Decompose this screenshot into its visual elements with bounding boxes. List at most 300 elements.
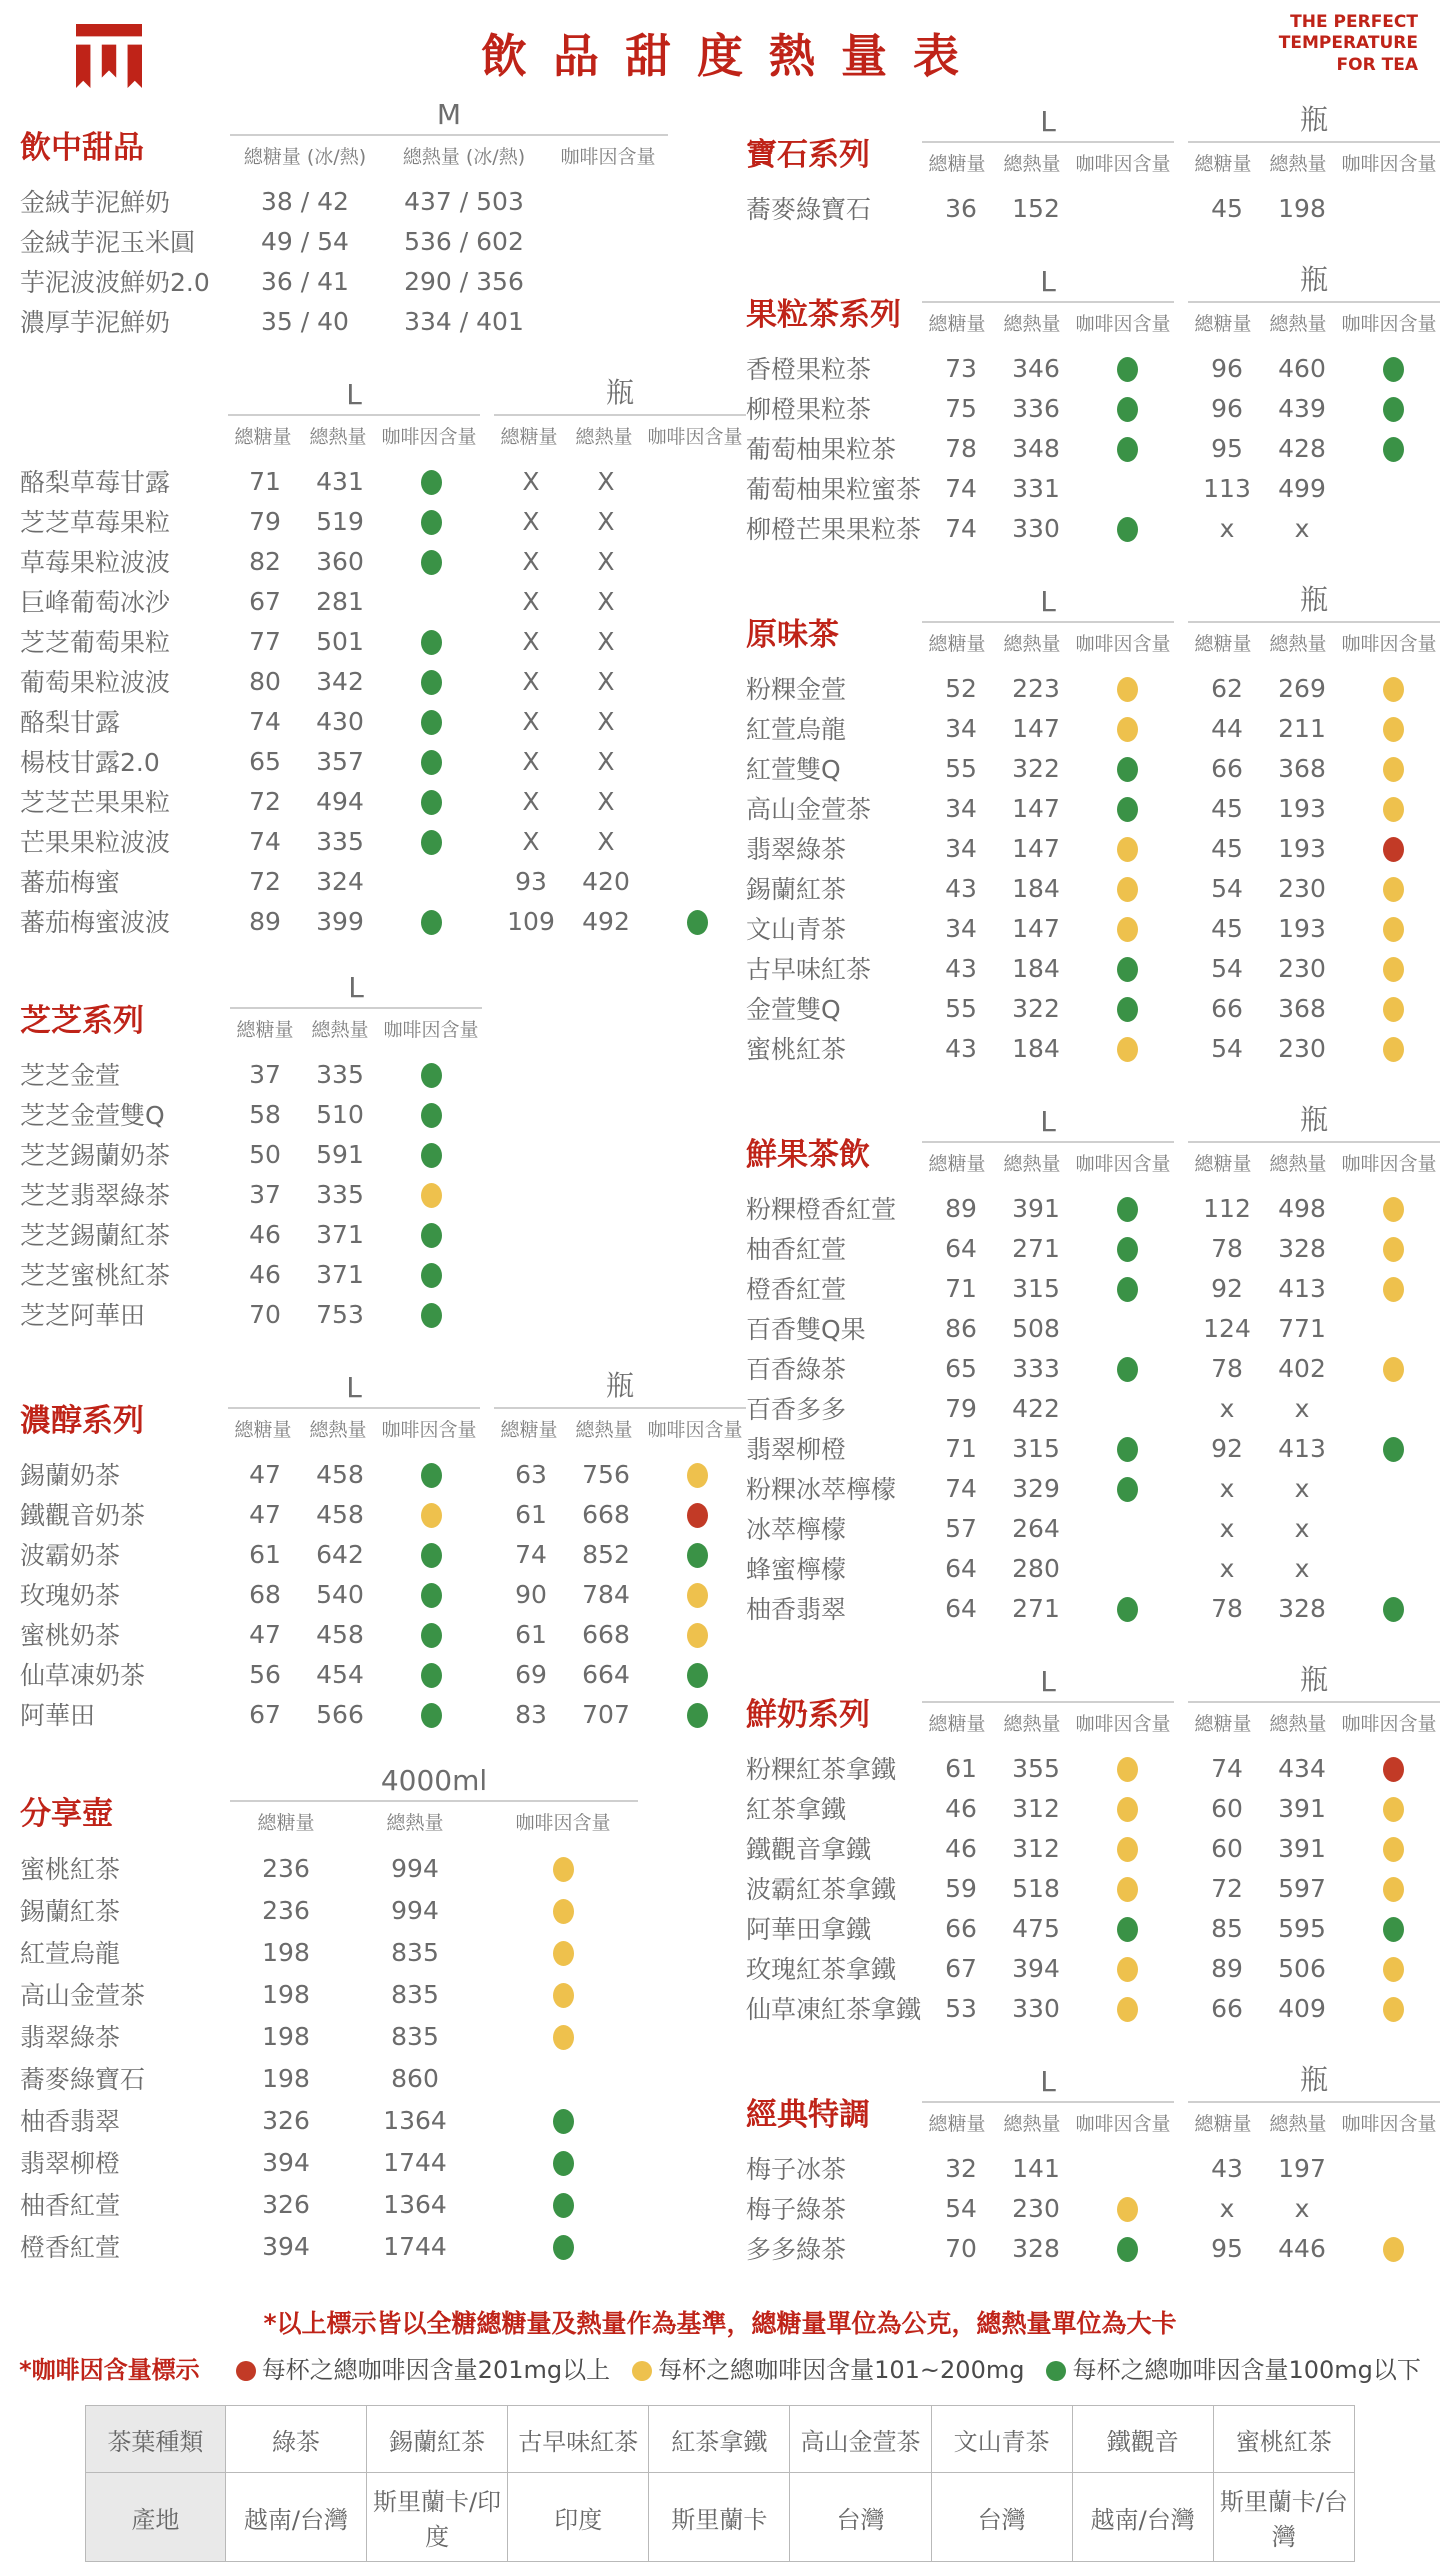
calorie-value: X bbox=[597, 626, 615, 656]
menu-section bbox=[746, 578, 1440, 1068]
value-group bbox=[926, 2234, 1178, 2263]
size-group-header bbox=[1188, 98, 1440, 176]
caffeine-dot-green bbox=[421, 630, 442, 655]
value-group bbox=[230, 2022, 638, 2051]
drink-row bbox=[20, 541, 746, 581]
calorie-value: 422 bbox=[1012, 1393, 1060, 1423]
footnotes bbox=[0, 2304, 1440, 2562]
column-header: 咖啡因含量 bbox=[1341, 1713, 1437, 1735]
menu-section bbox=[746, 1098, 1440, 1628]
caffeine-cell bbox=[1342, 674, 1440, 703]
column-header: 咖啡因含量 bbox=[1075, 1713, 1171, 1735]
caffeine-dot-green bbox=[553, 2109, 574, 2134]
calorie-value: 371 bbox=[316, 1219, 364, 1249]
sugar-value: 60 bbox=[1211, 1793, 1243, 1823]
value-group bbox=[926, 1394, 1178, 1423]
caffeine-legend-label: *咖啡因含量標示 bbox=[19, 2356, 200, 2384]
drink-name: 酪梨甘露 bbox=[20, 708, 121, 737]
caffeine-cell bbox=[1342, 1514, 1440, 1543]
caffeine-dot-yellow bbox=[687, 1623, 708, 1648]
drink-row bbox=[746, 2228, 1440, 2268]
legend-text: 每杯之總咖啡因含量101~200mg bbox=[658, 2356, 1025, 2384]
value-group bbox=[230, 1220, 482, 1249]
sugar-value: x bbox=[1219, 1553, 1235, 1583]
value-group bbox=[1192, 514, 1440, 543]
drink-name: 草莓果粒波波 bbox=[20, 548, 171, 577]
caffeine-cell bbox=[1076, 754, 1178, 783]
sugar-value: 78 bbox=[1211, 1593, 1243, 1623]
caffeine-cell bbox=[1342, 2194, 1440, 2223]
drink-name: 高山金萱茶 bbox=[20, 1981, 146, 2010]
caffeine-cell bbox=[1342, 794, 1440, 823]
caffeine-dot-green bbox=[421, 910, 442, 935]
calorie-value: 193 bbox=[1278, 793, 1326, 823]
calorie-value: 458 bbox=[316, 1499, 364, 1529]
calorie-value: 147 bbox=[1012, 833, 1060, 863]
caffeine-cell bbox=[1076, 434, 1178, 463]
sugar-value: 47 bbox=[249, 1499, 281, 1529]
value-group bbox=[926, 514, 1178, 543]
calorie-value: 1744 bbox=[383, 2147, 447, 2177]
drink-name: 柳橙果粒茶 bbox=[746, 395, 872, 424]
caffeine-cell bbox=[646, 547, 748, 576]
caffeine-dot-green bbox=[687, 1663, 708, 1688]
value-group bbox=[230, 1300, 482, 1329]
drink-name: 古早味紅茶 bbox=[746, 955, 872, 984]
caffeine-cell bbox=[646, 667, 748, 696]
caffeine-cell bbox=[380, 827, 482, 856]
column-header: 咖啡因含量 bbox=[1075, 2113, 1171, 2135]
calorie-value: 315 bbox=[1012, 1433, 1060, 1463]
caffeine-cell bbox=[1342, 1314, 1440, 1343]
caffeine-cell bbox=[380, 1260, 482, 1289]
calorie-value: 342 bbox=[316, 666, 364, 696]
sugar-value: 52 bbox=[945, 673, 977, 703]
column-header: 咖啡因含量 bbox=[381, 1419, 477, 1441]
calorie-value: 333 bbox=[1012, 1353, 1060, 1383]
calorie-value: 460 bbox=[1278, 353, 1326, 383]
caffeine-dot-green bbox=[421, 1143, 442, 1168]
origin-cell: 蜜桃紅茶 bbox=[1213, 2406, 1354, 2473]
section-title: 鮮果茶飲 bbox=[746, 1137, 870, 1173]
calorie-value: 591 bbox=[316, 1139, 364, 1169]
origin-cell: 印度 bbox=[508, 2473, 649, 2562]
drink-name: 金萱雙Q bbox=[746, 995, 841, 1024]
drink-row bbox=[746, 988, 1440, 1028]
size-label: 瓶 bbox=[1188, 2058, 1440, 2103]
caffeine-dot-green bbox=[421, 830, 442, 855]
caffeine-cell bbox=[380, 1660, 482, 1689]
value-group bbox=[1192, 834, 1440, 863]
drink-row bbox=[746, 868, 1440, 908]
value-group bbox=[1192, 1034, 1440, 1063]
menu-section bbox=[746, 258, 1440, 548]
drink-name: 多多綠茶 bbox=[746, 2235, 847, 2264]
column-headers bbox=[230, 1802, 638, 1835]
caffeine-dot-green bbox=[1117, 957, 1138, 982]
calorie-value: x bbox=[1294, 1473, 1310, 1503]
caffeine-cell bbox=[1076, 834, 1178, 863]
column-headers bbox=[494, 1409, 746, 1442]
column-header: 咖啡因含量 bbox=[1341, 313, 1437, 335]
caffeine-dot-yellow bbox=[553, 2025, 574, 2050]
column-headers bbox=[1188, 303, 1440, 336]
caffeine-dot-green bbox=[421, 1103, 442, 1128]
column-header: 總糖量 bbox=[928, 1153, 986, 1175]
caffeine-cell bbox=[1076, 1434, 1178, 1463]
caffeine-cell bbox=[1342, 914, 1440, 943]
drink-row bbox=[746, 188, 1440, 228]
calorie-value: 409 bbox=[1278, 1993, 1326, 2023]
sugar-value: 34 bbox=[945, 913, 977, 943]
origin-cell: 鐵觀音 bbox=[1072, 2406, 1213, 2473]
caffeine-dot-green bbox=[1383, 357, 1404, 382]
caffeine-cell bbox=[1342, 1794, 1440, 1823]
caffeine-cell bbox=[380, 1100, 482, 1129]
calorie-value: 346 bbox=[1012, 353, 1060, 383]
column-headers bbox=[1188, 1143, 1440, 1176]
calorie-value: 184 bbox=[1012, 1033, 1060, 1063]
caffeine-cell bbox=[1076, 1754, 1178, 1783]
caffeine-dot-green bbox=[1117, 1237, 1138, 1262]
caffeine-dot-yellow bbox=[1383, 957, 1404, 982]
caffeine-dot-yellow bbox=[1117, 1037, 1138, 1062]
column-header: 總熱量 bbox=[575, 1419, 633, 1441]
calorie-value: 430 bbox=[316, 706, 364, 736]
calorie-value: X bbox=[597, 466, 615, 496]
caffeine-dot-green bbox=[421, 1583, 442, 1608]
value-group bbox=[496, 1500, 748, 1529]
drink-name: 葡萄柚果粒茶 bbox=[746, 435, 897, 464]
sugar-value: X bbox=[522, 706, 540, 736]
caffeine-dot-yellow bbox=[1383, 1037, 1404, 1062]
caffeine-cell bbox=[1076, 474, 1178, 503]
caffeine-cell bbox=[380, 467, 482, 496]
value-group bbox=[926, 354, 1178, 383]
drink-row bbox=[20, 2141, 746, 2183]
value-group bbox=[926, 1754, 1178, 1783]
calorie-value: 454 bbox=[316, 1659, 364, 1689]
caffeine-cell bbox=[380, 1140, 482, 1169]
drink-row bbox=[20, 181, 746, 221]
calorie-value: 357 bbox=[316, 746, 364, 776]
value-group bbox=[926, 1234, 1178, 1263]
sugar-value: 326 bbox=[262, 2189, 310, 2219]
sugar-value: 64 bbox=[945, 1233, 977, 1263]
caffeine-dot-green bbox=[1117, 2237, 1138, 2262]
calorie-value: 458 bbox=[316, 1619, 364, 1649]
caffeine-cell bbox=[1076, 794, 1178, 823]
caffeine-cell bbox=[1076, 1194, 1178, 1223]
caffeine-cell bbox=[646, 1700, 748, 1729]
drink-name: 粉粿冰萃檸檬 bbox=[746, 1475, 897, 1504]
value-group bbox=[1192, 1314, 1440, 1343]
legend-text: 每杯之總咖啡因含量201mg以上 bbox=[261, 2356, 611, 2384]
size-group-header bbox=[1188, 1098, 1440, 1176]
column-header: 總熱量 bbox=[1269, 1153, 1327, 1175]
drink-row bbox=[20, 2057, 746, 2099]
legend-dot-red bbox=[236, 2361, 256, 2381]
section-title: 經典特調 bbox=[746, 2097, 870, 2133]
value-group bbox=[1192, 914, 1440, 943]
value-group bbox=[1192, 194, 1440, 223]
caffeine-cell bbox=[488, 2232, 638, 2261]
column-headers bbox=[1188, 143, 1440, 176]
calorie-value: 494 bbox=[316, 786, 364, 816]
calorie-value: 540 bbox=[316, 1579, 364, 1609]
sugar-value: 43 bbox=[1211, 2153, 1243, 2183]
caffeine-cell bbox=[646, 1620, 748, 1649]
drink-row bbox=[20, 1574, 746, 1614]
caffeine-dot-green bbox=[1383, 1917, 1404, 1942]
drink-row bbox=[20, 261, 746, 301]
caffeine-dot-green bbox=[421, 1543, 442, 1568]
caffeine-cell bbox=[1076, 2154, 1178, 2183]
sugar-value: x bbox=[1219, 2193, 1235, 2223]
caffeine-dot-yellow bbox=[553, 1899, 574, 1924]
caffeine-cell bbox=[1076, 514, 1178, 543]
drink-row bbox=[746, 1828, 1440, 1868]
caffeine-dot-yellow bbox=[1383, 677, 1404, 702]
drink-row bbox=[746, 1388, 1440, 1428]
value-group bbox=[230, 2106, 638, 2135]
caffeine-cell bbox=[380, 1220, 482, 1249]
sugar-value: 50 bbox=[249, 1139, 281, 1169]
calorie-value: 147 bbox=[1012, 793, 1060, 823]
caffeine-dot-yellow bbox=[1117, 2197, 1138, 2222]
calorie-value: 510 bbox=[316, 1099, 364, 1129]
caffeine-cell bbox=[380, 1700, 482, 1729]
sugar-value: 96 bbox=[1211, 353, 1243, 383]
caffeine-dot-green bbox=[421, 750, 442, 775]
sugar-value: 70 bbox=[945, 2233, 977, 2263]
sugar-value: 71 bbox=[945, 1273, 977, 1303]
size-label: L bbox=[922, 585, 1174, 623]
caffeine-dot-yellow bbox=[1117, 1877, 1138, 1902]
drink-row bbox=[746, 1548, 1440, 1588]
sugar-value: 96 bbox=[1211, 393, 1243, 423]
caffeine-cell bbox=[380, 547, 482, 576]
sugar-value: x bbox=[1219, 513, 1235, 543]
caffeine-dot-yellow bbox=[553, 1941, 574, 1966]
calorie-value: 147 bbox=[1012, 913, 1060, 943]
value-group bbox=[926, 674, 1178, 703]
calorie-value: 707 bbox=[582, 1699, 630, 1729]
section-header bbox=[746, 258, 1440, 336]
calorie-value: 1744 bbox=[383, 2231, 447, 2261]
value-group bbox=[230, 1060, 482, 1089]
value-group bbox=[1192, 874, 1440, 903]
column-header: 咖啡因含量 bbox=[1075, 1153, 1171, 1175]
drink-name: 高山金萱茶 bbox=[746, 795, 872, 824]
size-label: L bbox=[230, 971, 482, 1009]
value-group bbox=[1192, 1874, 1440, 1903]
origin-cell: 高山金萱茶 bbox=[790, 2406, 931, 2473]
section-header bbox=[746, 1098, 1440, 1176]
drink-name: 翡翠綠茶 bbox=[746, 835, 847, 864]
sugar-value: 49 / 54 bbox=[261, 226, 349, 256]
caffeine-cell bbox=[1076, 874, 1178, 903]
value-group bbox=[230, 507, 482, 536]
value-group bbox=[230, 227, 668, 256]
value-group bbox=[230, 1500, 482, 1529]
sugar-value: 43 bbox=[945, 873, 977, 903]
value-group bbox=[230, 1540, 482, 1569]
caffeine-dot-yellow bbox=[1383, 997, 1404, 1022]
origin-cell: 紅茶拿鐵 bbox=[649, 2406, 790, 2473]
caffeine-dot-green bbox=[1117, 397, 1138, 422]
value-group bbox=[496, 1660, 748, 1689]
sugar-value: 73 bbox=[945, 353, 977, 383]
calorie-value: 328 bbox=[1012, 2233, 1060, 2263]
caffeine-cell bbox=[1342, 1554, 1440, 1583]
caffeine-cell bbox=[1342, 434, 1440, 463]
drink-name: 蕎麥綠寶石 bbox=[20, 2065, 146, 2094]
value-group bbox=[230, 1660, 482, 1689]
column-header: 總糖量 bbox=[1194, 313, 1252, 335]
caffeine-cell bbox=[1342, 1914, 1440, 1943]
calorie-value: x bbox=[1294, 1553, 1310, 1583]
drink-row bbox=[20, 781, 746, 821]
caffeine-cell bbox=[380, 1620, 482, 1649]
size-label: L bbox=[922, 1665, 1174, 1703]
legend-dot-yellow bbox=[632, 2361, 652, 2381]
caffeine-cell bbox=[1342, 1594, 1440, 1623]
sugar-value: 65 bbox=[249, 746, 281, 776]
caffeine-cell bbox=[1076, 2234, 1178, 2263]
value-group bbox=[926, 1874, 1178, 1903]
value-group bbox=[496, 1580, 748, 1609]
caffeine-cell bbox=[1342, 2154, 1440, 2183]
sugar-value: 67 bbox=[249, 1699, 281, 1729]
caffeine-dot-green bbox=[553, 2193, 574, 2218]
menu-section bbox=[746, 1658, 1440, 2028]
caffeine-dot-green bbox=[421, 550, 442, 575]
calorie-value: 428 bbox=[1278, 433, 1326, 463]
sugar-value: 67 bbox=[945, 1953, 977, 1983]
column-headers bbox=[228, 1409, 480, 1442]
calorie-value: x bbox=[1294, 1513, 1310, 1543]
value-group bbox=[230, 1896, 638, 1925]
menu-body bbox=[0, 98, 1440, 2298]
menu-section bbox=[20, 98, 746, 341]
drink-name: 酪梨草莓甘露 bbox=[20, 468, 171, 497]
drink-row bbox=[746, 1788, 1440, 1828]
column-header: 總熱量 bbox=[309, 426, 367, 448]
calorie-value: 141 bbox=[1012, 2153, 1060, 2183]
size-label: 瓶 bbox=[494, 1364, 746, 1409]
caffeine-dot-yellow bbox=[1383, 1277, 1404, 1302]
column-header: 總糖量 bbox=[1194, 2113, 1252, 2135]
column-header: 總糖量 bbox=[1194, 153, 1252, 175]
drink-name: 楊枝甘露2.0 bbox=[20, 748, 160, 777]
value-group bbox=[926, 1834, 1178, 1863]
sugar-value: 85 bbox=[1211, 1913, 1243, 1943]
caffeine-cell bbox=[380, 1460, 482, 1489]
value-group bbox=[230, 187, 668, 216]
caffeine-cell bbox=[1076, 1234, 1178, 1263]
value-group bbox=[496, 707, 748, 736]
value-group bbox=[496, 467, 748, 496]
calorie-value: 368 bbox=[1278, 993, 1326, 1023]
drink-name: 金絨芋泥玉米圓 bbox=[20, 228, 196, 257]
caffeine-dot-green bbox=[421, 790, 442, 815]
column-header: 總熱量 bbox=[1003, 1713, 1061, 1735]
sugar-value: 69 bbox=[515, 1659, 547, 1689]
caffeine-cell bbox=[1076, 2194, 1178, 2223]
calorie-value: 475 bbox=[1012, 1913, 1060, 1943]
sugar-value: 72 bbox=[1211, 1873, 1243, 1903]
value-group bbox=[230, 2148, 638, 2177]
value-group bbox=[926, 1554, 1178, 1583]
caffeine-cell bbox=[380, 507, 482, 536]
value-group bbox=[230, 827, 482, 856]
calorie-value: 399 bbox=[316, 906, 364, 936]
section-title: 分享壺 bbox=[20, 1796, 113, 1832]
sugar-value: 37 bbox=[249, 1179, 281, 1209]
sugar-value: 61 bbox=[249, 1539, 281, 1569]
drink-name: 玫瑰奶茶 bbox=[20, 1581, 121, 1610]
calorie-value: 312 bbox=[1012, 1833, 1060, 1863]
column-headers bbox=[1188, 1703, 1440, 1736]
column-header: 總熱量 bbox=[309, 1419, 367, 1441]
caffeine-dot-yellow bbox=[1383, 1197, 1404, 1222]
sugar-value: 61 bbox=[515, 1499, 547, 1529]
drink-name: 橙香紅萱 bbox=[746, 1275, 847, 1304]
caffeine-cell bbox=[1076, 1794, 1178, 1823]
drink-row bbox=[746, 1508, 1440, 1548]
sugar-value: 55 bbox=[945, 753, 977, 783]
drink-row bbox=[746, 1188, 1440, 1228]
value-group bbox=[496, 1700, 748, 1729]
calorie-value: 269 bbox=[1278, 673, 1326, 703]
calorie-value: 230 bbox=[1278, 1033, 1326, 1063]
drink-name: 百香多多 bbox=[746, 1395, 847, 1424]
drink-row bbox=[20, 1294, 746, 1334]
menu-section bbox=[20, 1764, 746, 2267]
drink-name: 芝芝蜜桃紅茶 bbox=[20, 1261, 171, 1290]
calorie-value: 402 bbox=[1278, 1353, 1326, 1383]
column-headers bbox=[922, 623, 1174, 656]
sugar-value: 326 bbox=[262, 2105, 310, 2135]
origin-cell: 台灣 bbox=[931, 2473, 1072, 2562]
drink-row bbox=[20, 901, 746, 941]
origin-cell: 文山青茶 bbox=[931, 2406, 1072, 2473]
caffeine-dot-green bbox=[1383, 397, 1404, 422]
calorie-value: 508 bbox=[1012, 1313, 1060, 1343]
caffeine-cell bbox=[1076, 674, 1178, 703]
caffeine-dot-green bbox=[1117, 1197, 1138, 1222]
page-header bbox=[0, 0, 1440, 98]
sugar-value: 77 bbox=[249, 626, 281, 656]
value-group bbox=[1192, 1234, 1440, 1263]
drink-name: 柳橙芒果果粒茶 bbox=[746, 515, 922, 544]
drink-row bbox=[746, 1228, 1440, 1268]
value-group bbox=[1192, 994, 1440, 1023]
drink-row bbox=[20, 461, 746, 501]
calorie-value: 458 bbox=[316, 1459, 364, 1489]
caffeine-dot-green bbox=[1117, 1597, 1138, 1622]
size-label: 瓶 bbox=[1188, 1658, 1440, 1703]
value-group bbox=[1192, 1274, 1440, 1303]
drink-name: 翡翠綠茶 bbox=[20, 2023, 121, 2052]
calorie-value: X bbox=[597, 786, 615, 816]
caffeine-cell bbox=[380, 787, 482, 816]
sugar-value: 37 bbox=[249, 1059, 281, 1089]
sugar-value: 46 bbox=[249, 1259, 281, 1289]
column-header: 總糖量 bbox=[234, 1419, 292, 1441]
caffeine-cell bbox=[1342, 1194, 1440, 1223]
